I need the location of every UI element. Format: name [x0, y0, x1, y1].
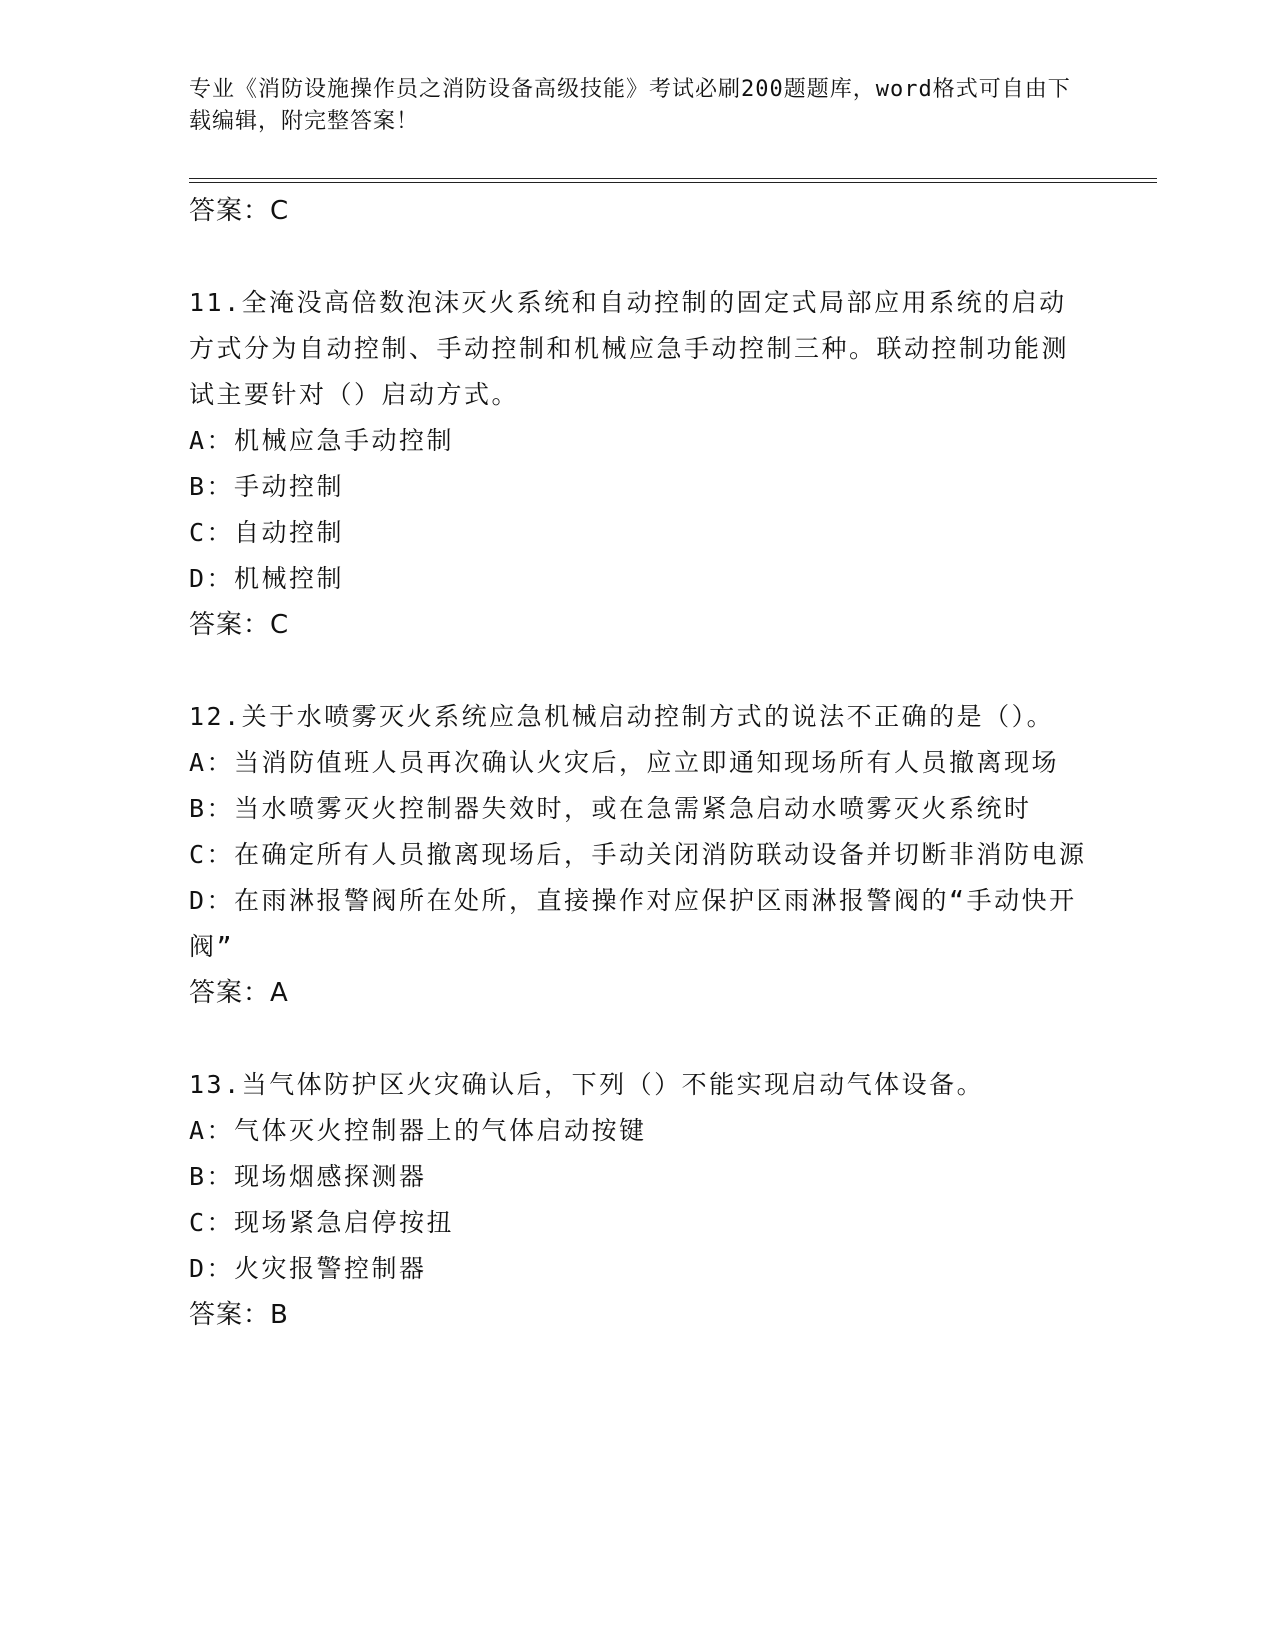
option-c: C：现场紧急启停按扭 — [189, 1208, 455, 1237]
option-a: A：气体灭火控制器上的气体启动按键 — [189, 1116, 647, 1145]
option-a: A：机械应急手动控制 — [189, 426, 455, 455]
option-d: D：机械控制 — [189, 564, 345, 593]
answer-line: 答案：A — [189, 978, 289, 1008]
option-c: C：自动控制 — [189, 518, 345, 547]
question-stem: 11.全淹没高倍数泡沫灭火系统和自动控制的固定式局部应用系统的启动方式分为自动控制、手动控制和机械应急手动控制三种。联动控制功能测试主要针对（）启动方式。 — [189, 288, 1070, 409]
document-body — [189, 188, 1089, 1338]
question-12 — [189, 694, 1089, 1016]
question-stem: 12.关于水喷雾灭火系统应急机械启动控制方式的说法不正确的是（）。 — [189, 702, 1055, 731]
answer-line: 答案：B — [189, 1300, 289, 1330]
option-b: B：现场烟感探测器 — [189, 1162, 427, 1191]
question-stem: 13.当气体防护区火灾确认后，下列（）不能实现启动气体设备。 — [189, 1070, 985, 1099]
answer-line: 答案：C — [189, 610, 290, 640]
option-c: C：在确定所有人员撤离现场后，手动关闭消防联动设备并切断非消防电源 — [189, 840, 1087, 869]
previous-answer: 答案：C — [189, 196, 290, 226]
option-d: D：火灾报警控制器 — [189, 1254, 427, 1283]
option-b: B：手动控制 — [189, 472, 345, 501]
option-d: D：在雨淋报警阀所在处所，直接操作对应保护区雨淋报警阀的“手动快开阀” — [189, 886, 1077, 961]
option-b: B：当水喷雾灭火控制器失效时，或在急需紧急启动水喷雾灭火系统时 — [189, 794, 1032, 823]
question-13 — [189, 1062, 1089, 1338]
header-divider — [189, 178, 1157, 183]
document-header: 专业《消防设施操作员之消防设备高级技能》考试必刷200题题库，word格式可自由下载编辑，附完整答案！ — [189, 77, 1071, 134]
question-11 — [189, 280, 1089, 648]
option-a: A：当消防值班人员再次确认火灾后，应立即通知现场所有人员撤离现场 — [189, 748, 1060, 777]
